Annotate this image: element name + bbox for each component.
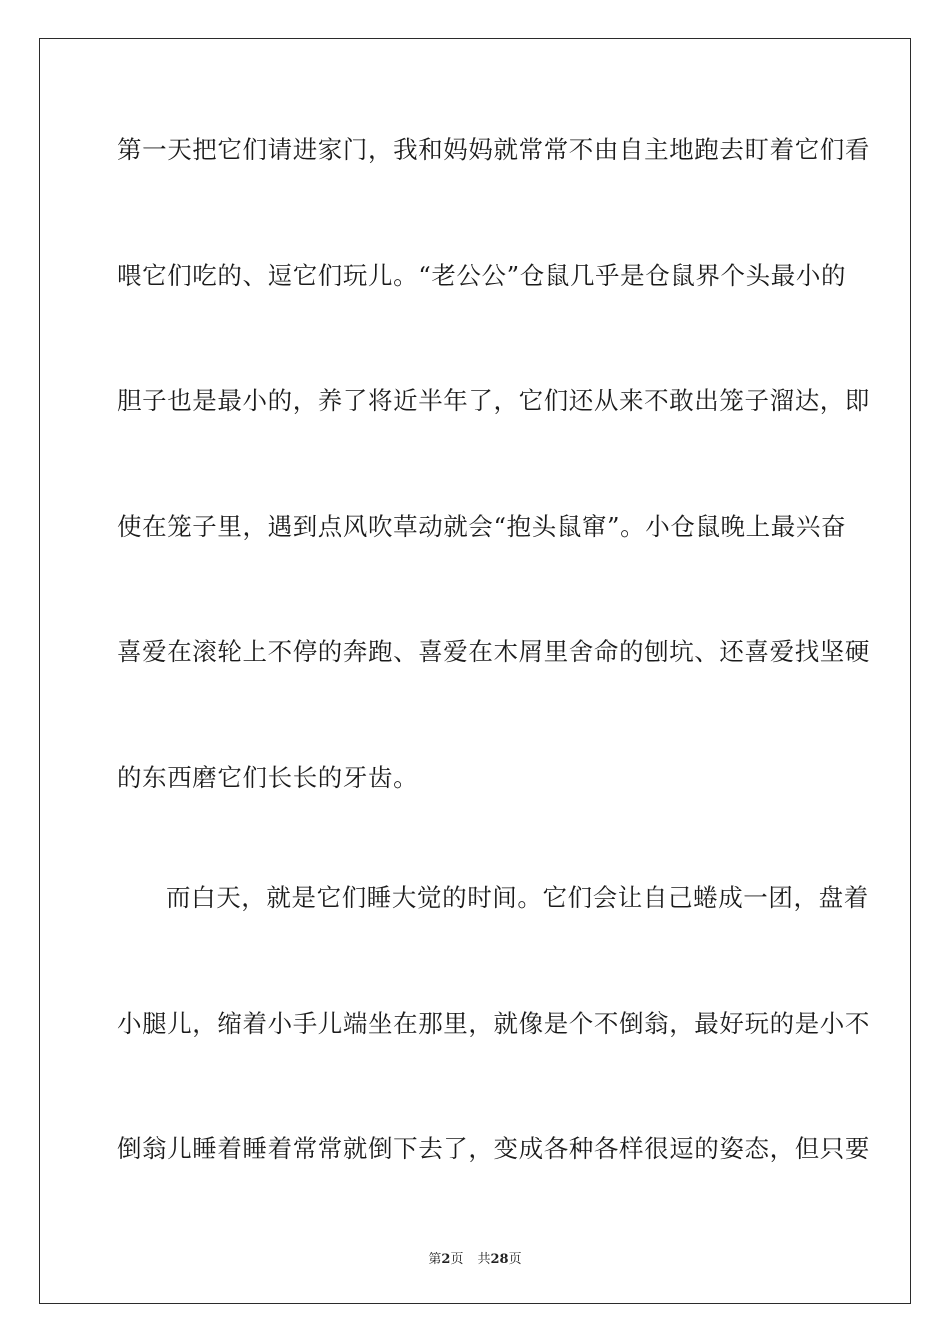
footer-page-suffix: 页 [450, 1252, 464, 1267]
paragraph-line: 第一天把它们请进家门，我和妈妈就常常不由自主地跑去盯着它们看 [117, 135, 870, 164]
paragraph-line: 小腿儿，缩着小手儿端坐在那里，就像是个不倒翁，最好玩的是小不 [117, 1009, 870, 1038]
paragraph-line: 的东西磨它们长长的牙齿。 [117, 763, 419, 792]
paragraph-line: 使在笼子里，遇到点风吹草动就会“抱头鼠窜”。小仓鼠晚上最兴奋 [117, 512, 847, 541]
footer-total-prefix: 共 [477, 1252, 491, 1267]
paragraph-line: 喂它们吃的、逗它们玩儿。“老公公”仓鼠几乎是仓鼠界个头最小的 [117, 261, 847, 290]
paragraph-line: 倒翁儿睡着睡着常常就倒下去了，变成各种各样很逗的姿态，但只要 [117, 1134, 870, 1163]
footer-page-number: 2 [441, 1252, 451, 1267]
paragraph-line: 而白天，就是它们睡大觉的时间。它们会让自己蜷成一团，盘着 [166, 883, 869, 912]
footer-total-suffix: 页 [508, 1252, 522, 1267]
page-border [39, 38, 911, 1304]
paragraph-line: 胆子也是最小的，养了将近半年了，它们还从来不敢出笼子溜达，即 [117, 386, 870, 415]
page-footer [0, 1248, 950, 1267]
footer-page-prefix: 第 [428, 1252, 442, 1267]
paragraph-line: 喜爱在滚轮上不停的奔跑、喜爱在木屑里舍命的刨坑、还喜爱找坚硬 [117, 637, 870, 666]
footer-total-pages: 28 [490, 1252, 509, 1267]
